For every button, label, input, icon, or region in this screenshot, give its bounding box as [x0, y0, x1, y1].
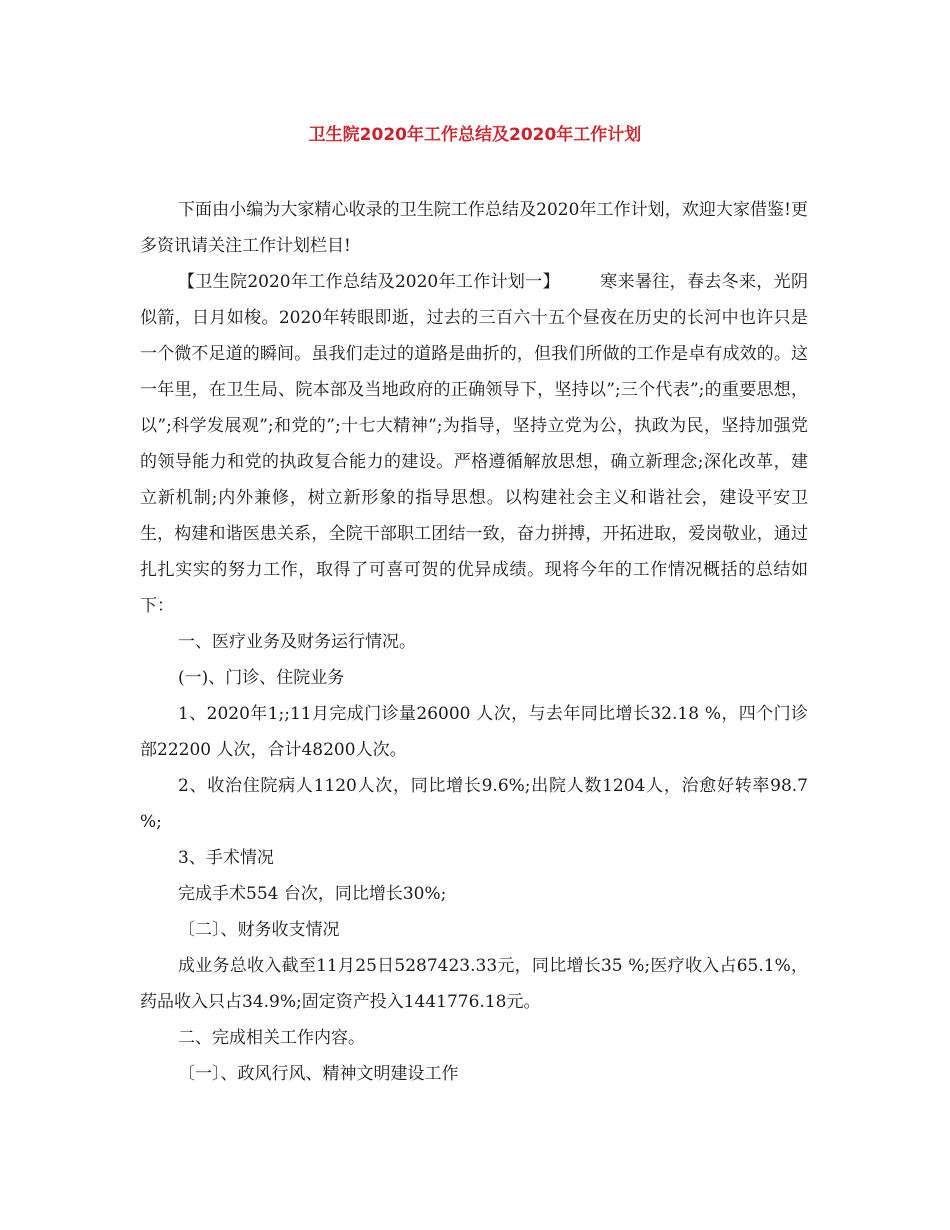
finance-stats: 成业务总收入截至11月25日5287423.33元，同比增长35 %;医疗收入占65.1%，药品收入只占34.9%;固定资产投入1441776.18元。: [140, 956, 808, 1012]
subheading-ethics-civilization: 〔一〕、政风行风、精神文明建设工作: [178, 1064, 459, 1084]
inpatient-stats: 2、收治住院病人1120人次，同比增长9.6%;出院人数1204人，治愈好转率98.7 %;: [140, 776, 808, 832]
intro-paragraph: 下面由小编为大家精心收录的卫生院工作总结及2020年工作计划，欢迎大家借鉴!更多资讯请关注工作计划栏目!: [140, 200, 808, 256]
subheading-finance: 〔二〕、财务收支情况: [178, 920, 340, 940]
surgery-heading: 3、手术情况: [178, 848, 274, 868]
section-heading: 【卫生院2020年工作总结及2020年工作计划一】: [178, 272, 560, 292]
document-title: 卫生院2020年工作总结及2020年工作计划: [308, 125, 642, 145]
section-paragraph: [140, 264, 808, 624]
subheading-outpatient-inpatient: (一)、门诊、住院业务: [178, 668, 345, 688]
summary-paragraph: 寒来暑往，春去冬来，光阴似箭，日月如梭。2020年转眼即逝，过去的三百六十五个昼夜在历史的长河中也许只是一个微不足道的瞬间。虽我们走过的道路是曲折的，但我们所做的工作是卓有成效的。这一年里，在卫生局、院本部及当地政府的正确领导下，坚持以”;三个代表”;的重要思想，以”;科学发展观”;和党的”;十七大精神”;为指导，坚持立党为公，执政为民，坚持加强党的领导能力和党的执政复合能力的建设。严格遵循解放思想，确立新理念;深化改革，建立新机制;内外兼修，树立新形象的指导思想。以构建社会主义和谐社会，建设平安卫生，构建和谐医患关系，全院干部职工团结一致，奋力拼搏，开拓进取，爱岗敬业，通过扎扎实实的努力工作，取得了可喜可贺的优异成绩。现将今年的工作情况概括的总结如下：: [140, 272, 809, 616]
outpatient-stats: 1、2020年1;;11月完成门诊量26000 人次，与去年同比增长32.18 %，四个门诊部22200 人次，合计48200人次。: [140, 704, 808, 760]
heading-related-work: 二、完成相关工作内容。: [178, 1028, 365, 1048]
heading-medical-finance: 一、医疗业务及财务运行情况。: [178, 632, 416, 652]
document-body: [140, 192, 808, 1092]
surgery-stats: 完成手术554 台次，同比增长30%;: [178, 884, 447, 904]
